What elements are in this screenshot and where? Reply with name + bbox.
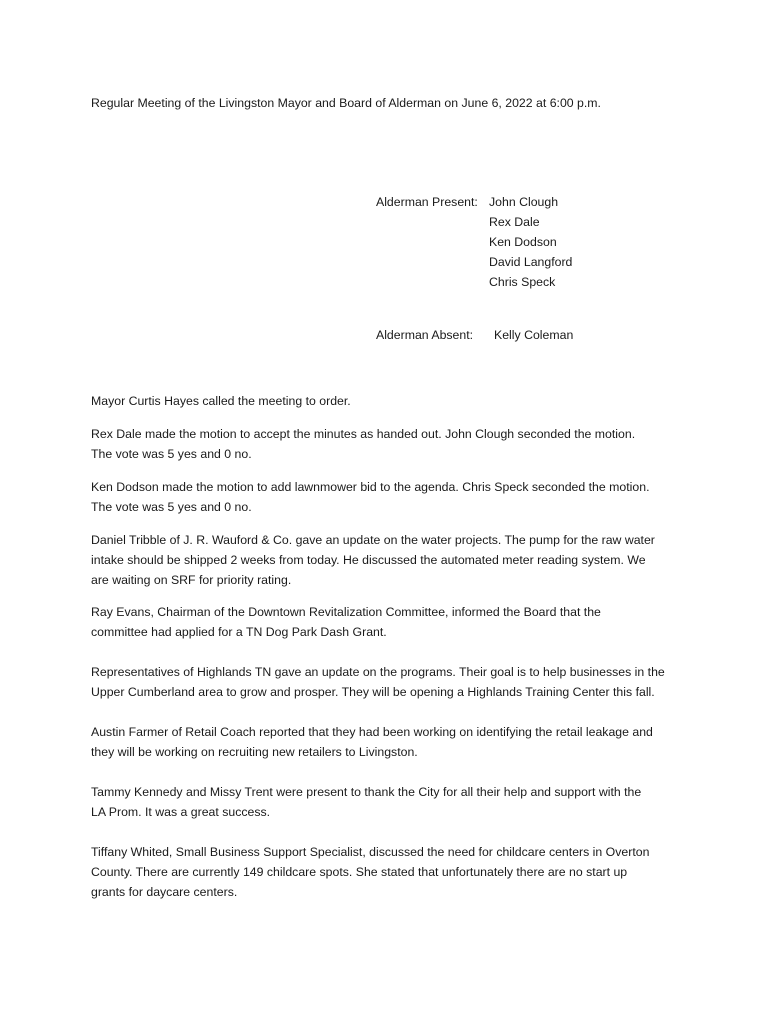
paragraph-highlands-tn — [91, 662, 691, 702]
paragraph-line: committee had applied for a TN Dog Park Dash Grant. — [91, 625, 387, 639]
present-name: Chris Speck — [489, 275, 556, 289]
paragraph-line: Representatives of Highlands TN gave an update on the programs. Their goal is to help businesses in the — [91, 665, 665, 679]
paragraph-line: they will be working on recruiting new retailers to Livingston. — [91, 745, 418, 759]
paragraph-call-to-order — [91, 391, 691, 411]
paragraph-line: Ray Evans, Chairman of the Downtown Revitalization Committee, informed the Board that the — [91, 605, 601, 619]
paragraph-la-prom — [91, 782, 691, 822]
present-name: Rex Dale — [489, 215, 540, 229]
paragraph-line: Tiffany Whited, Small Business Support Specialist, discussed the need for childcare centers in Overton — [91, 845, 650, 859]
paragraph-line: Upper Cumberland area to grow and prosper. They will be opening a Highlands Training Center this fall. — [91, 685, 655, 699]
paragraph-line: intake should be shipped 2 weeks from today. He discussed the automated meter reading system. We — [91, 553, 646, 567]
present-name: John Clough — [489, 195, 559, 209]
paragraph-line: Daniel Tribble of J. R. Wauford & Co. gave an update on the water projects. The pump for the raw water — [91, 533, 655, 547]
paragraph-line: The vote was 5 yes and 0 no. — [91, 447, 252, 461]
paragraph-minutes-motion — [91, 424, 691, 464]
absent-name: Kelly Coleman — [494, 328, 574, 342]
present-names-list — [489, 192, 572, 292]
paragraph-line: Rex Dale made the motion to accept the minutes as handed out. John Clough seconded the motion. — [91, 427, 636, 441]
paragraph-line: The vote was 5 yes and 0 no. — [91, 500, 252, 514]
paragraph-line: Mayor Curtis Hayes called the meeting to order. — [91, 394, 351, 408]
paragraph-line: County. There are currently 149 childcare spots. She stated that unfortunately there are no start up — [91, 865, 628, 879]
paragraph-line: grants for daycare centers. — [91, 885, 238, 899]
present-name: Ken Dodson — [489, 235, 557, 249]
paragraph-childcare — [91, 842, 691, 902]
present-label: Alderman Present: — [376, 195, 478, 209]
paragraph-line: LA Prom. It was a great success. — [91, 805, 271, 819]
paragraph-line: Tammy Kennedy and Missy Trent were present to thank the City for all their help and support with the — [91, 785, 642, 799]
paragraph-line: Ken Dodson made the motion to add lawnmower bid to the agenda. Chris Speck seconded the motion. — [91, 480, 650, 494]
paragraph-line: Austin Farmer of Retail Coach reported that they had been working on identifying the retail leakage and — [91, 725, 653, 739]
meeting-title: Regular Meeting of the Livingston Mayor and Board of Alderman on June 6, 2022 at 6:00 p.m. — [91, 96, 601, 110]
paragraph-lawnmower-motion — [91, 477, 691, 517]
paragraph-water-projects — [91, 530, 691, 590]
absent-label: Alderman Absent: — [376, 328, 474, 342]
paragraph-downtown-revitalization — [91, 602, 691, 642]
paragraph-retail-coach — [91, 722, 691, 762]
paragraph-line: are waiting on SRF for priority rating. — [91, 573, 292, 587]
present-name: David Langford — [489, 255, 573, 269]
